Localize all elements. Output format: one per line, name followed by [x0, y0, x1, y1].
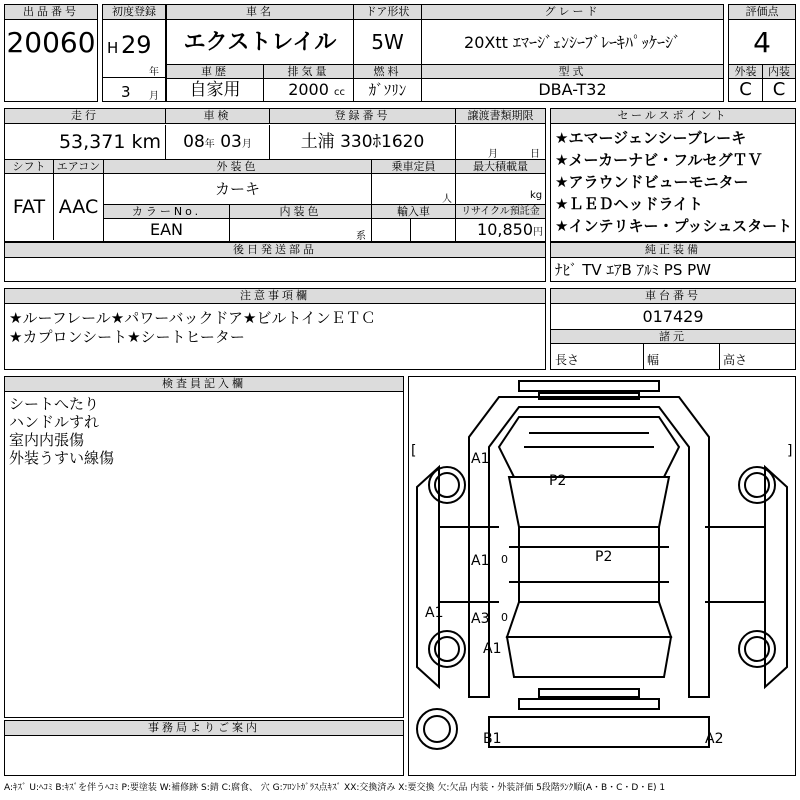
- int-color-unit: 系: [356, 231, 366, 241]
- max-load-label: 最大積載量: [455, 159, 545, 174]
- damage-b1: B1: [483, 731, 502, 747]
- capacity-value: [371, 174, 455, 204]
- office-label: 事務局よりご案内: [5, 721, 403, 736]
- inspection-label: 車検: [165, 109, 269, 124]
- dims-label: 諸元: [551, 329, 795, 344]
- import-label: 輸入車: [371, 204, 455, 219]
- grade-value: 20Xtt ｴﾏｰｼﾞｪﾝｼｰﾌﾞﾚｰｷﾊﾟｯｹｰｼﾞ: [421, 20, 723, 65]
- plate-label: 登録番号: [269, 109, 455, 124]
- fuel-value: ｶﾞｿﾘﾝ: [353, 79, 421, 101]
- displacement-number: 2000: [288, 80, 329, 99]
- recycle-number: 10,850: [477, 220, 533, 239]
- transfer-label: 譲渡書類期限: [455, 109, 545, 124]
- month-value: 3: [121, 83, 131, 101]
- inspector-note: 外装うすい線傷: [9, 449, 115, 467]
- damage-a1: A1: [471, 553, 490, 569]
- equipment-box: [550, 242, 796, 282]
- score-label: 評価点: [729, 5, 795, 20]
- sales-point-item: ★メーカーナビ・フルセグＴＶ: [555, 151, 763, 169]
- transfer-month-unit: 月: [488, 149, 498, 159]
- import-value: [371, 219, 455, 241]
- transfer-value: [455, 125, 545, 159]
- chassis-box: [550, 288, 796, 370]
- mileage-label: 走行: [5, 109, 165, 124]
- grade-label: グレード: [421, 5, 723, 20]
- damage-a1: A1: [471, 451, 490, 467]
- history-value: 自家用: [189, 80, 241, 100]
- inspector-label: 検査員記入欄: [5, 377, 403, 392]
- lot-number-label: 出品番号: [5, 5, 97, 20]
- height-label: 高さ: [723, 353, 748, 367]
- sales-point-item: ★エマージェンシーブレーキ: [555, 129, 747, 147]
- exterior-value: C: [739, 79, 752, 100]
- chassis-value: 017429: [642, 307, 704, 326]
- caution-box: [4, 288, 546, 370]
- shift-value: FAT: [12, 196, 46, 218]
- car-name-value: エクストレイル: [183, 30, 337, 55]
- equipment-label: 純正装備: [551, 243, 795, 258]
- recycle-unit: 円: [533, 227, 543, 238]
- damage-zero: 0: [501, 611, 508, 624]
- bracket-right: ]: [787, 443, 793, 459]
- damage-a2: A2: [705, 731, 724, 747]
- shift-label: シフト: [5, 159, 53, 174]
- era-value: H: [107, 39, 119, 57]
- transfer-day-unit: 日: [530, 149, 540, 159]
- sales-points-box: [550, 108, 796, 242]
- chassis-label: 車台番号: [551, 289, 795, 304]
- sales-points-label: セールスポイント: [551, 109, 795, 124]
- inspector-note: ハンドルすれ: [9, 413, 100, 431]
- damage-legend: A:ｷｽﾞ U:ﾍｺﾐ B:ｷｽﾞを伴うﾍｺﾐ P:要塗装 W:補修跡 S:錆 C:腐食、 穴 G:ﾌﾛﾝﾄｶﾞﾗｽ点ｷｽﾞ XX:交換済み X:要交換 欠:欠品 内装・外装評価 5段階ﾗﾝｸ順(A・B・C・D・E) 1: [4, 783, 666, 793]
- car-name-label: 車名: [167, 5, 353, 20]
- width-label: 幅: [647, 353, 660, 367]
- plate-value: 土浦 330ﾎ1620: [269, 125, 455, 159]
- sales-point-item: ★アラウンドビューモニター: [555, 173, 749, 191]
- exterior-label: 外装: [729, 64, 762, 79]
- sales-point-item: ★ＬＥＤヘッドライト: [555, 195, 703, 213]
- length-label: 長さ: [555, 353, 580, 367]
- score-value: 4: [753, 26, 771, 59]
- mileage-unit: km: [131, 131, 161, 153]
- car-body-diagram: [409, 377, 795, 775]
- year-unit: 年: [149, 67, 159, 78]
- mileage-number: 53,371: [58, 131, 126, 153]
- ac-label: エアコン: [53, 159, 103, 174]
- int-color-value: [229, 219, 371, 241]
- max-load-value: [455, 174, 545, 204]
- capacity-label: 乗車定員: [371, 159, 455, 174]
- color-no-value: EAN: [103, 219, 229, 241]
- door-label: ドア形状: [353, 5, 421, 20]
- sales-point-item: ★インテリキー・プッシュスタート: [555, 217, 793, 235]
- model-label: 型式: [421, 64, 723, 79]
- insp-month: 03: [220, 132, 242, 152]
- bracket-left: [: [411, 443, 417, 459]
- caution-label: 注意事項欄: [5, 289, 545, 304]
- recycle-label: リサイクル預託金: [455, 204, 545, 219]
- max-load-unit: kg: [530, 190, 543, 201]
- recycle-value: [455, 219, 545, 241]
- main-info-box: [166, 4, 724, 102]
- interior-value: C: [762, 79, 795, 101]
- damage-p2: P2: [595, 549, 613, 565]
- door-value: 5W: [353, 20, 421, 65]
- month-unit: 月: [149, 91, 159, 102]
- ext-color-label: 外装色: [103, 159, 371, 174]
- capacity-unit: 人: [442, 194, 452, 204]
- lot-number-value: 20060: [6, 26, 96, 59]
- caution-line: ★カプロンシート★シートヒーター: [9, 328, 245, 346]
- history-label: 車歴: [167, 64, 263, 79]
- mileage-value: [5, 125, 165, 159]
- later-parts-box: [4, 242, 546, 282]
- inspector-box: [4, 376, 404, 718]
- inspection-value: [165, 125, 269, 159]
- displacement-unit: cc: [334, 87, 345, 98]
- lot-number-box: [4, 4, 98, 102]
- displacement-label: 排気量: [263, 64, 353, 79]
- office-box: [4, 720, 404, 776]
- fuel-label: 燃料: [353, 64, 421, 79]
- displacement-value: [263, 79, 353, 101]
- insp-month-unit: 月: [241, 139, 252, 150]
- score-box: [728, 4, 796, 102]
- damage-a3: A3: [471, 611, 490, 627]
- vehicle-details-box: [4, 108, 546, 242]
- car-diagram-box: [408, 376, 796, 776]
- later-parts-label: 後日発送部品: [5, 243, 545, 258]
- color-no-label: カラーNo.: [103, 204, 229, 219]
- inspector-note: 室内内張傷: [9, 431, 85, 449]
- first-registration-box: [102, 4, 166, 102]
- model-value: DBA-T32: [421, 79, 723, 101]
- inspector-note: シートへたり: [9, 395, 100, 413]
- equipment-value: ﾅﾋﾞ TV ｴｱB ｱﾙﾐ PS PW: [555, 261, 711, 279]
- damage-p2: P2: [549, 473, 567, 489]
- year-value: 29: [121, 31, 152, 59]
- int-color-label: 内装色: [229, 204, 371, 219]
- ext-color-value: カーキ: [103, 174, 371, 204]
- damage-a1: A1: [425, 605, 444, 621]
- damage-zero: 0: [501, 553, 508, 566]
- caution-line: ★ルーフレール★パワーバックドア★ビルトインＥＴＣ: [9, 309, 376, 327]
- insp-year-unit: 年: [204, 139, 215, 150]
- first-reg-label: 初度登録: [103, 5, 165, 20]
- ac-value: AAC: [53, 174, 103, 240]
- insp-year: 08: [183, 132, 205, 152]
- damage-a1: A1: [483, 641, 502, 657]
- interior-label: 内装: [762, 64, 795, 79]
